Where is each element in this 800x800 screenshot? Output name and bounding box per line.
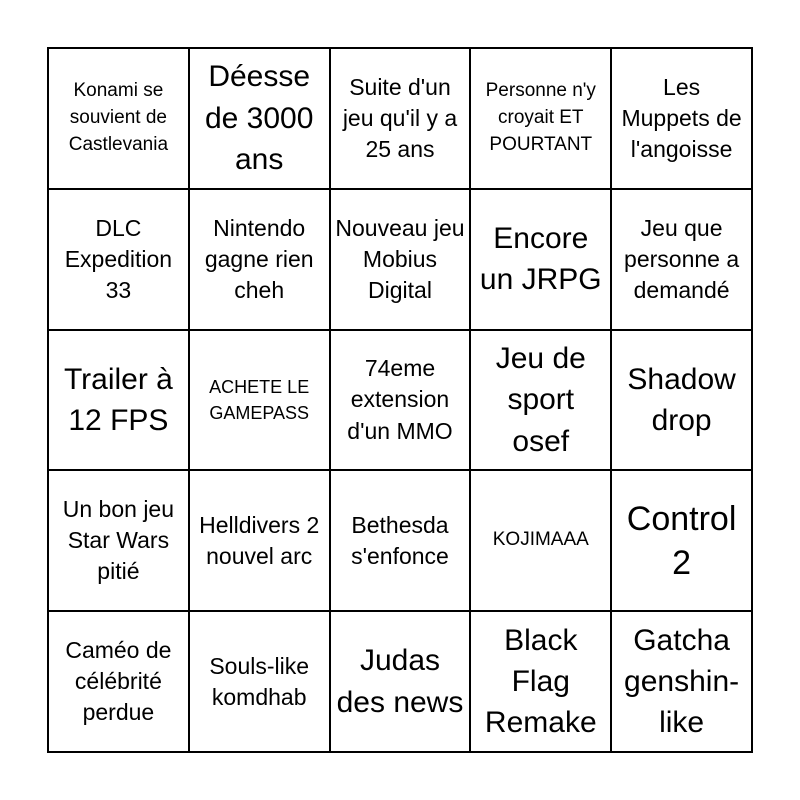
cell-text: Black Flag Remake [484,623,597,740]
bingo-cell-kojimaaa[interactable] [470,470,611,611]
cell-text: DLC Expedition 33 [64,214,173,303]
cell-text: Helldivers 2 nouvel arc [199,511,320,569]
bingo-cell-gatcha-genshin[interactable] [611,611,752,752]
cell-text: Personne n'y croyait ET POURTANT [485,79,596,155]
bingo-cell-konami-castlevania[interactable] [48,48,189,189]
bingo-cell-trailer-12-fps[interactable] [48,330,189,471]
cell-text: Souls-like komdhab [209,652,310,710]
cell-text: Judas des news [336,644,464,719]
bingo-cell-muppets-angoisse[interactable] [611,48,752,189]
bingo-cell-helldivers-2[interactable] [189,470,330,611]
bingo-cell-shadow-drop[interactable] [611,330,752,471]
bingo-cell-souls-like[interactable] [189,611,330,752]
cell-text: Un bon jeu Star Wars pitié [62,496,175,585]
cell-text: KOJIMAAA [492,529,589,551]
cell-text: Déesse de 3000 ans [204,60,314,177]
bingo-cell-encore-jrpg[interactable] [470,189,611,330]
bingo-cell-black-flag-remake[interactable] [470,611,611,752]
cell-text: Suite d'un jeu qu'il y a 25 ans [342,73,458,162]
bingo-cell-dlc-expedition-33[interactable] [48,189,189,330]
cell-text: Konami se souvient de Castlevania [68,79,169,155]
cell-text: Nouveau jeu Mobius Digital [335,214,465,303]
cell-text: ACHETE LE GAMEPASS [209,376,310,423]
cell-text: Trailer à 12 FPS [63,362,173,437]
bingo-cell-star-wars[interactable] [48,470,189,611]
cell-text: Control 2 [626,499,737,582]
bingo-cell-mobius-digital[interactable] [330,189,471,330]
bingo-cell-deesse-3000-ans[interactable] [189,48,330,189]
bingo-cell-cameo-celebrite[interactable] [48,611,189,752]
cell-text: Les Muppets de l'angoisse [621,73,742,162]
bingo-cell-bethesda[interactable] [330,470,471,611]
bingo-cell-suite-25-ans[interactable] [330,48,471,189]
cell-text: Shadow drop [627,362,736,437]
cell-text: Jeu que personne a demandé [624,214,740,303]
cell-text: Nintendo gagne rien cheh [204,214,314,303]
bingo-cell-nintendo-cheh[interactable] [189,189,330,330]
bingo-cell-extension-mmo[interactable] [330,330,471,471]
cell-text: Bethesda s'enfonce [351,511,449,569]
cell-text: Caméo de célébrité perdue [65,637,172,726]
cell-text: Jeu de sport osef [495,341,586,458]
bingo-cell-jeu-personne-demande[interactable] [611,189,752,330]
bingo-cell-jeu-sport[interactable] [470,330,611,471]
bingo-board [47,47,753,753]
bingo-cell-judas-news[interactable] [330,611,471,752]
cell-text: Encore un JRPG [479,221,602,297]
cell-text: Gatcha genshin-like [624,623,740,740]
bingo-cell-achete-gamepass[interactable] [189,330,330,471]
bingo-cell-control-2[interactable] [611,470,752,611]
cell-text: 74eme extension d'un MMO [347,355,453,444]
bingo-cell-personne-croyait[interactable] [470,48,611,189]
